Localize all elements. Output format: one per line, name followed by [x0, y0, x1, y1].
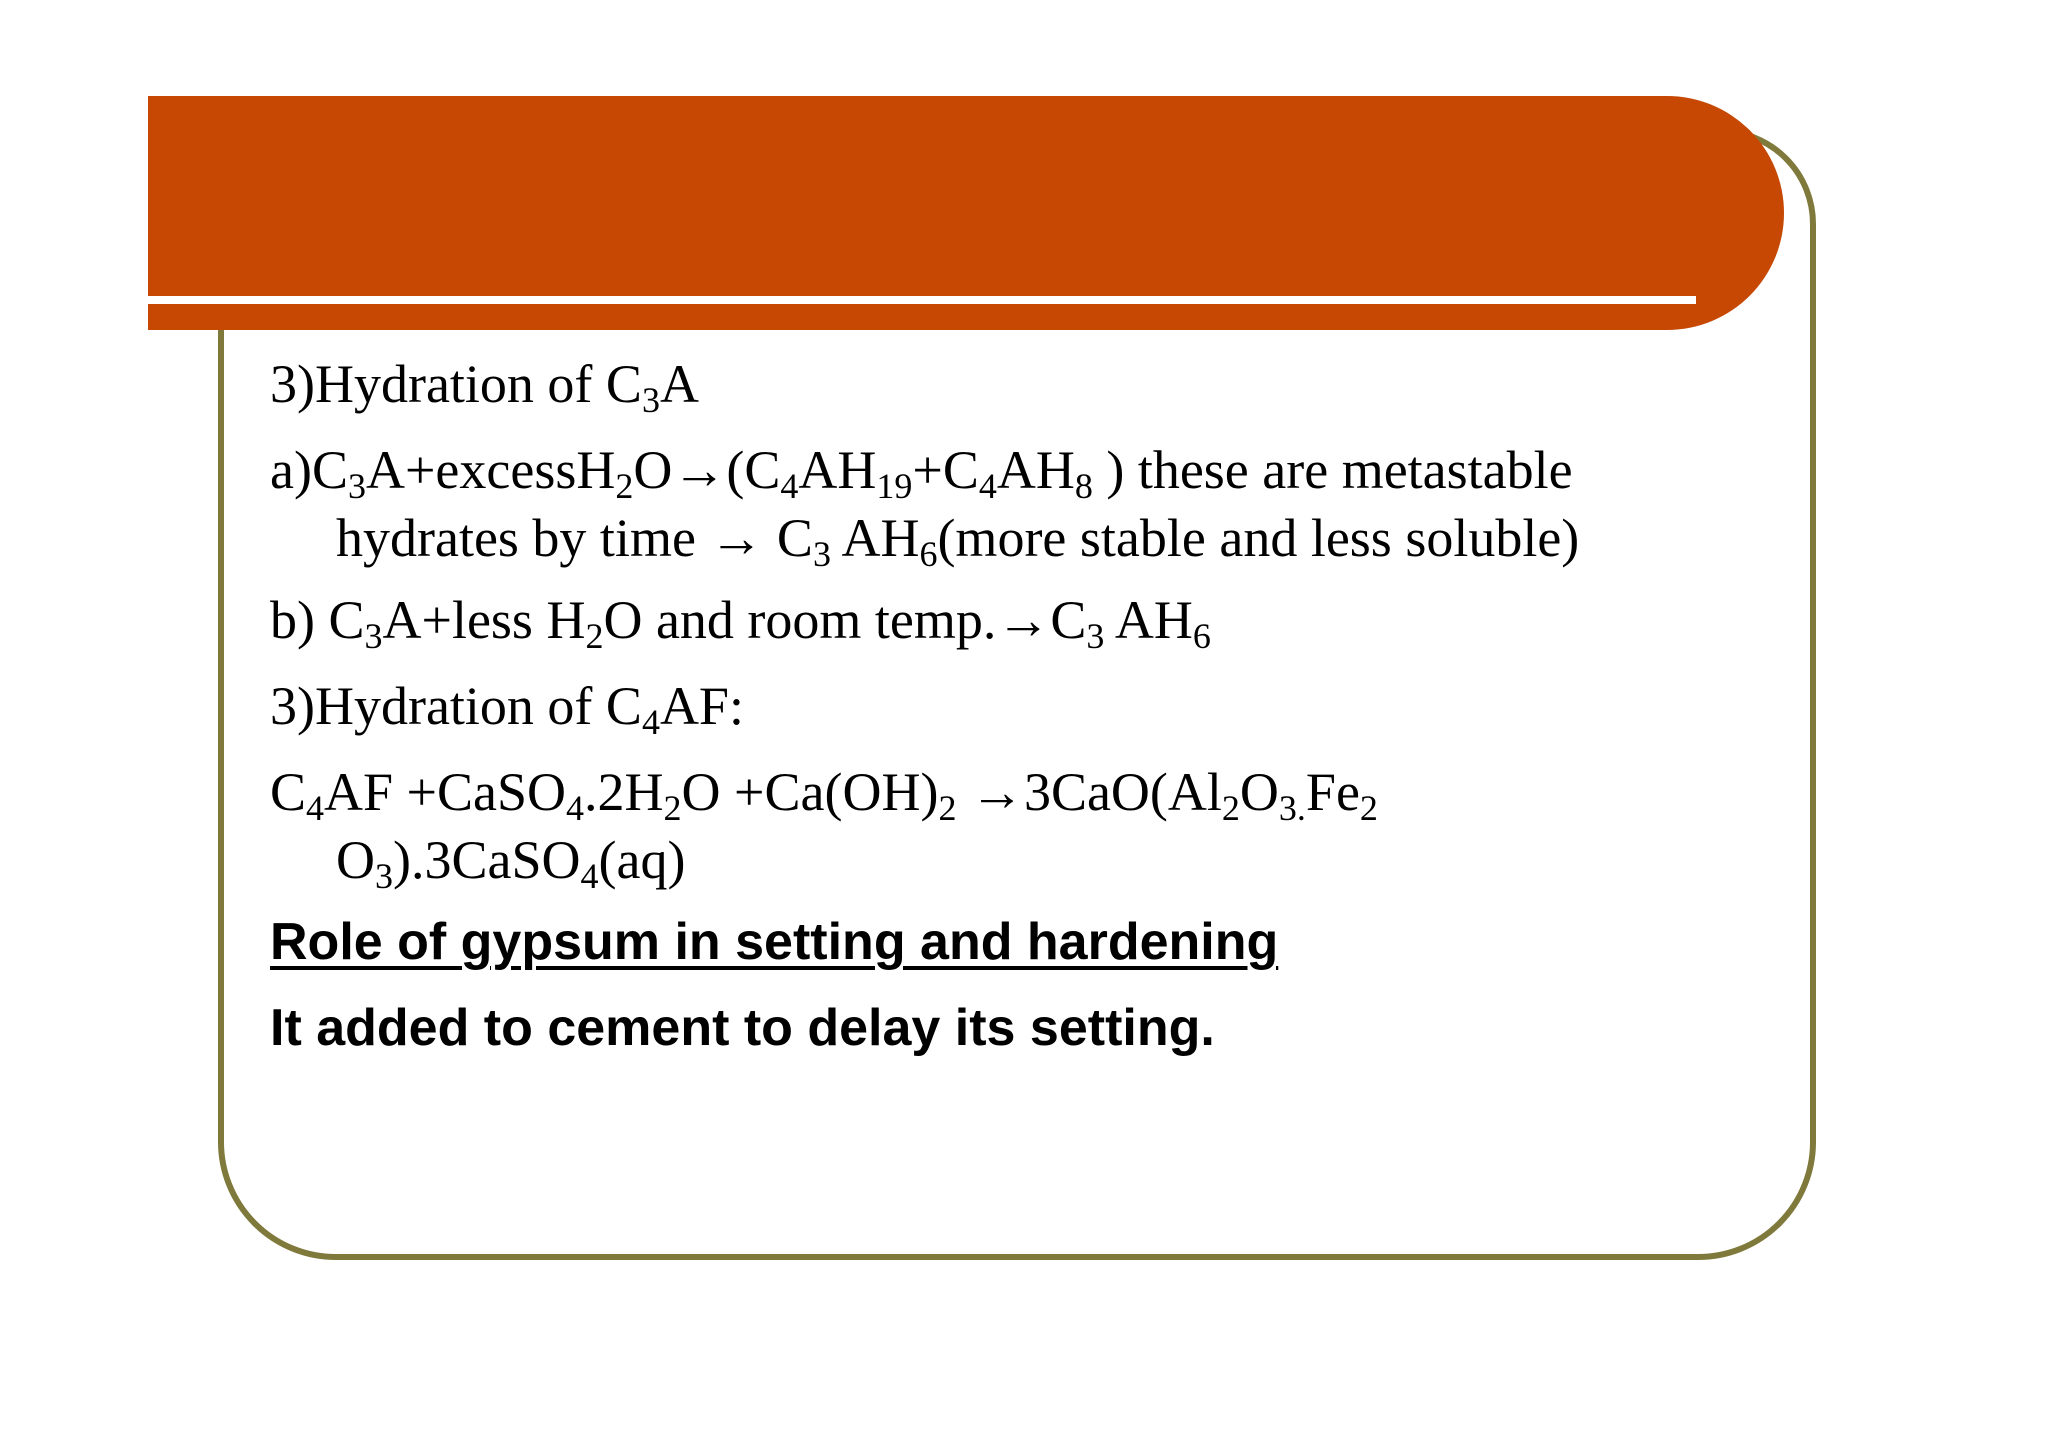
c3a-excess-water-equation: $a)C_3A+excessH_2O\to(C_4AH_{19}+C_4AH_8$ ) these are metastable hydrates by time → $C_3$ $AH_6(more$ stable and less soluble)	[270, 440, 1580, 574]
c4af-equation: $C_4AF$ $+CaSO_4.2H_2O +Ca(OH)_2 \to 3CaO(Al_2O_{3.}Fe_2$ $O_3).3CaSO_4(aq)$	[270, 762, 1378, 896]
c3a-hydration-heading: 3)Hydration of $C_3A$	[270, 354, 699, 420]
gypsum-role-heading: Role of gypsum in setting and hardening	[270, 913, 1279, 971]
header-bar	[148, 96, 1784, 330]
c3a-less-water-equation: b) $C_3A+less$ $H_2O$ and room $temp.\to C_3$ $AH_6$	[270, 590, 1211, 656]
slide-body	[270, 350, 1690, 1062]
gypsum-role-statement: It added to cement to delay its setting.	[270, 999, 1215, 1057]
c4af-hydration-heading: 3)Hydration of $C_4AF$:	[270, 676, 744, 742]
header-divider	[148, 296, 1696, 304]
